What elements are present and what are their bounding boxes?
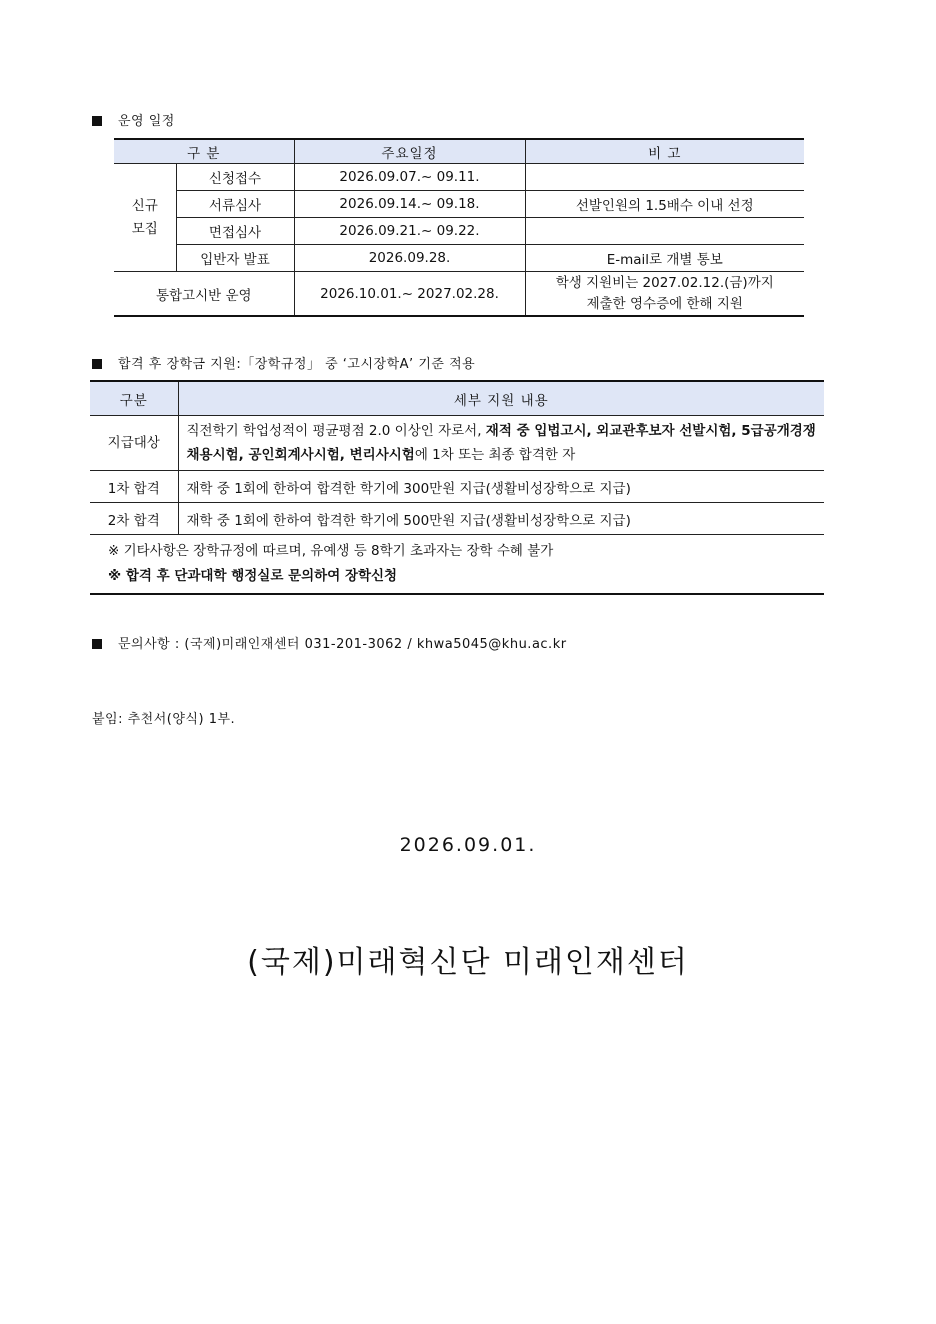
organization-name: (국제)미래혁신단 미래인재센터 <box>247 945 689 980</box>
first-pass-label: 1차 합격 <box>90 471 178 503</box>
first-pass-text: 재학 중 1회에 한하여 합격한 학기에 300만원 지급(생활비성장학으로 지급) <box>178 471 824 503</box>
contact-line: 문의사항 : (국제)미래인재센터 031-201-3062 / khwa5045@khu.ac.kr <box>92 633 567 652</box>
row-note-line: 학생 지원비는 2027.02.12.(금)까지 <box>555 274 774 291</box>
header-schedule: 주요일정 <box>294 139 525 164</box>
row-date: 2026.09.28. <box>294 245 525 272</box>
header-category: 구분 <box>90 381 178 416</box>
row-date: 2026.09.07.~ 09.11. <box>294 164 525 191</box>
table-row <box>90 503 824 535</box>
schedule-table <box>114 138 804 317</box>
note-line-bold: ※ 합격 후 단과대학 행정실로 문의하여 장학신청 <box>108 568 398 584</box>
row-item: 서류심사 <box>176 191 294 218</box>
row-note <box>525 164 804 191</box>
row-note-line: 제출한 영수증에 한해 지원 <box>586 295 743 312</box>
table-header-row <box>114 139 804 164</box>
table-row <box>90 416 824 471</box>
table-row <box>114 272 804 317</box>
row-note: E-mail로 개별 통보 <box>525 245 804 272</box>
eligibility-text: 직전학기 학업성적이 평균평점 2.0 이상인 자로서, 재적 중 입법고시, 외교관후보자 선발시험, 5급공개경쟁채용시험, 공인회계사시험, 변리사시험에 1차 또는 최종 합격한 자 <box>178 416 824 471</box>
header-details: 세부 지원 내용 <box>178 381 824 416</box>
row-date: 2026.10.01.~ 2027.02.28. <box>294 272 525 317</box>
table-header-row <box>90 381 824 416</box>
row-item: 입반자 발표 <box>176 245 294 272</box>
table-note-row <box>90 535 824 595</box>
row-note <box>525 218 804 245</box>
row-note <box>525 272 804 317</box>
row-item: 통합고시반 운영 <box>114 272 294 317</box>
second-pass-text: 재학 중 1회에 한하여 합격한 학기에 500만원 지급(생활비성장학으로 지급) <box>178 503 824 535</box>
table-row <box>114 191 804 218</box>
table-row <box>90 471 824 503</box>
note-line: ※ 기타사항은 장학규정에 따르며, 유예생 등 8학기 초과자는 장학 수혜 불가 <box>108 543 554 559</box>
header-category: 구 분 <box>114 139 294 164</box>
header-remarks: 비 고 <box>525 139 804 164</box>
scholarship-heading: 합격 후 장학금 지원:「장학규정」 중 ‘고시장학A’ 기준 적용 <box>92 353 475 372</box>
square-bullet-icon <box>92 359 102 369</box>
row-item: 신청접수 <box>176 164 294 191</box>
row-date: 2026.09.14.~ 09.18. <box>294 191 525 218</box>
row-date: 2026.09.21.~ 09.22. <box>294 218 525 245</box>
second-pass-label: 2차 합격 <box>90 503 178 535</box>
square-bullet-icon <box>92 116 102 126</box>
scholarship-table <box>90 380 824 595</box>
table-row <box>114 245 804 272</box>
row-note: 선발인원의 1.5배수 이내 선정 <box>525 191 804 218</box>
table-row <box>114 164 804 191</box>
table-row <box>114 218 804 245</box>
row-item: 면접심사 <box>176 218 294 245</box>
eligibility-label: 지급대상 <box>90 416 178 471</box>
document-date: 2026.09.01. <box>399 834 537 856</box>
square-bullet-icon <box>92 639 102 649</box>
schedule-heading: 운영 일정 <box>92 110 175 129</box>
notes <box>90 535 824 595</box>
group-label: 신규 모집 <box>114 164 176 272</box>
attachment-line: 붙임: 추천서(양식) 1부. <box>92 712 236 727</box>
